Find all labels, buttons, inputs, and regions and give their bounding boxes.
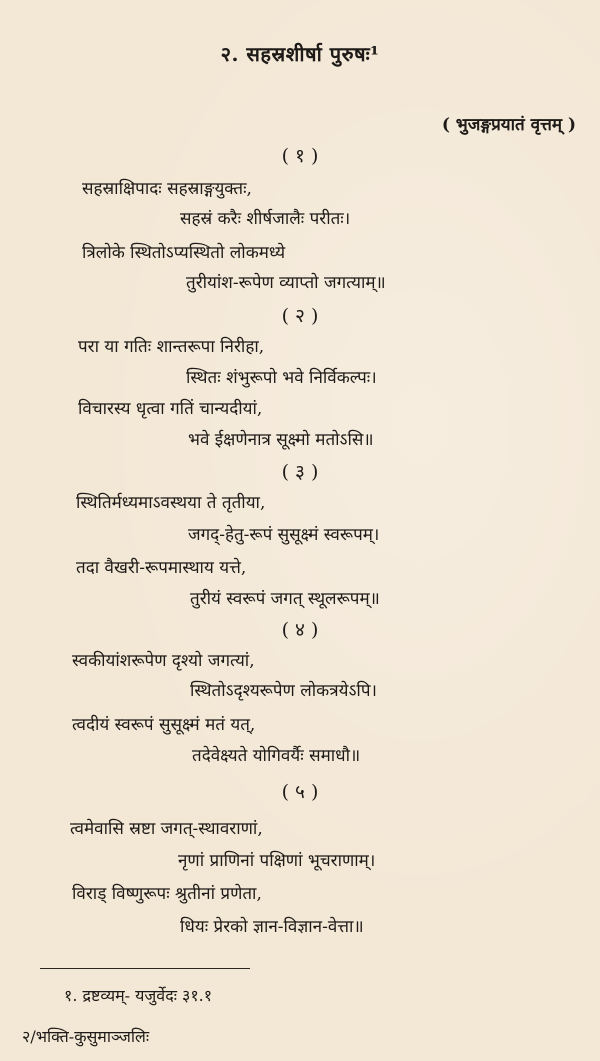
verse-line: त्रिलोके स्थितोऽप्यस्थितो लोकमध्ये	[82, 243, 286, 263]
verse-line: त्वदीयं स्वरूपं सुसूक्ष्मं मतं यत्,	[72, 715, 256, 735]
verse-line: विचारस्य धृत्वा गतिं चान्यदीयां,	[78, 399, 263, 419]
verse-line: धियः प्रेरको ज्ञान-विज्ञान-वेत्ता॥	[180, 917, 364, 937]
footnote-rule	[40, 968, 250, 969]
verse-number: ( ४ )	[281, 619, 319, 641]
verse-line: जगद्-हेतु-रूपं सुसूक्ष्मं स्वरूपम्।	[188, 525, 380, 545]
verse-line: परा या गतिः शान्तरूपा निरीहा,	[78, 337, 265, 357]
verse-line: नृणां प्राणिनां पक्षिणां भूचराणाम्।	[178, 851, 376, 871]
verse-number: ( ५ )	[281, 781, 319, 803]
verse-line: त्वमेवासि स्रष्टा जगत्-स्थावराणां,	[70, 819, 263, 839]
verse-line: तुरीयं स्वरूपं जगत् स्थूलरूपम्॥	[190, 589, 380, 609]
verse-line: तुरीयांश-रूपेण व्याप्तो जगत्याम्॥	[186, 273, 386, 293]
verse-line: विराड् विष्णुरूपः श्रुतीनां प्रणेता,	[72, 884, 262, 904]
verse-line: स्थितोऽदृश्यरूपेण लोकत्रयेऽपि।	[190, 681, 377, 701]
verse-line: तदेवेक्ष्यते योगिवर्यैः समाधौ॥	[192, 746, 361, 766]
verse-line: सहस्राक्षिपादः सहस्राङ्गयुक्तः,	[82, 179, 252, 199]
page-footer: २/भक्ति-कुसुमाञ्जलिः	[22, 1027, 150, 1046]
page-title: २. सहस्रशीर्षा पुरुषः¹	[220, 42, 380, 66]
verse-line: स्थितिर्मध्यमाऽवस्थया ते तृतीया,	[76, 493, 266, 513]
verse-number: ( २ )	[281, 305, 319, 327]
verse-line: भवे ईक्षणेनात्र सूक्ष्मो मतोऽसि॥	[188, 430, 374, 450]
verse-number: ( ३ )	[281, 461, 319, 483]
verse-number: ( १ )	[281, 145, 319, 167]
meter-label: ( भुजङ्गप्रयातं वृत्तम् )	[441, 115, 576, 135]
footnote: १. द्रष्टव्यम्- यजुर्वेदः ३१.१	[64, 986, 213, 1005]
verse-line: सहस्रं करैः शीर्षजालैः परीतः।	[180, 209, 351, 229]
verse-line: स्थितः शंभुरूपो भवे निर्विकल्पः।	[186, 368, 377, 388]
verse-line: तदा वैखरी-रूपमास्थाय यत्ते,	[76, 558, 247, 578]
verse-line: स्वकीयांशरूपेण दृश्यो जगत्यां,	[72, 651, 255, 671]
